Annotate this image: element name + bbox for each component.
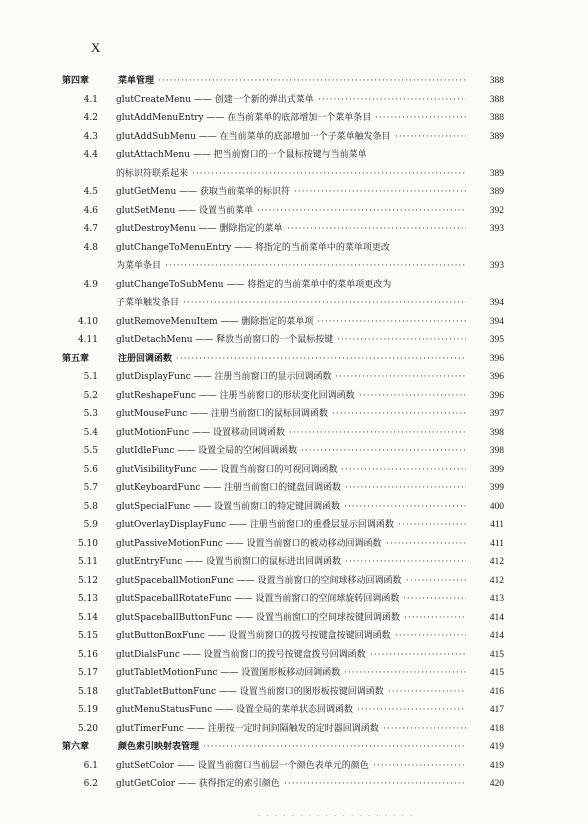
toc-entry-number: 5.18 (77, 687, 98, 697)
toc-leader-dots (370, 648, 466, 662)
toc-page-number: 396 (489, 391, 504, 401)
toc-entry-number: 5.11 (77, 557, 98, 567)
toc-entry-row[interactable] (0, 463, 588, 477)
toc-page-number: 400 (489, 502, 504, 512)
toc-leader-dots (284, 777, 466, 791)
toc-leader-dots (317, 315, 466, 329)
toc-entry-row[interactable] (0, 130, 588, 144)
toc-leader-dots (373, 759, 466, 773)
toc-entry-title: glutDestroyMenu —— 删除指定的菜单 (116, 224, 283, 234)
toc-leader-dots (165, 259, 466, 273)
toc-leader-dots (158, 74, 466, 88)
toc-page-number: 389 (489, 132, 504, 142)
toc-leader-dots (318, 93, 466, 107)
toc-entry-row[interactable] (0, 167, 588, 181)
toc-entry-row[interactable] (0, 611, 588, 625)
toc-entry-number: 4.4 (83, 150, 98, 160)
toc-leader-dots (345, 481, 466, 495)
toc-entry-row[interactable] (0, 148, 588, 162)
toc-leader-dots (341, 463, 466, 477)
toc-chapter-row[interactable] (0, 74, 588, 88)
toc-leader-dots (192, 167, 466, 181)
toc-leader-dots (332, 407, 466, 421)
toc-entry-title: glutAddMenuEntry —— 在当前菜单的底部增加一个菜单条目 (116, 113, 372, 123)
toc-page-number: 416 (489, 687, 504, 697)
toc-entry-title: glutSpaceballMotionFunc —— 设置当前窗口的空间球移动回调函数 (116, 576, 402, 586)
toc-page-number: 411 (490, 520, 504, 530)
toc-entry-number: 5.15 (77, 631, 98, 641)
toc-leader-dots (359, 389, 466, 403)
toc-entry-title: glutChangeToSubMenu —— 将指定的当前菜单中的菜单项更改为 (116, 280, 392, 290)
toc-entry-row[interactable] (0, 315, 588, 329)
toc-leader-dots (301, 444, 466, 458)
scan-artifact-dots (258, 812, 418, 820)
toc-leader-dots (294, 185, 466, 199)
toc-page-number: 395 (489, 335, 504, 345)
toc-entry-row[interactable] (0, 333, 588, 347)
toc-entry-number: 5.4 (83, 428, 98, 438)
toc-entry-row[interactable] (0, 574, 588, 588)
toc-entry-row[interactable] (0, 648, 588, 662)
toc-leader-dots (176, 352, 466, 366)
toc-entry-row[interactable] (0, 296, 588, 310)
toc-entry-number: 5.14 (77, 613, 98, 623)
toc-leader-dots (344, 666, 466, 680)
toc-entry-title: glutOverlayDisplayFunc —— 注册当前窗口的重叠层显示回调函数 (116, 520, 394, 530)
toc-entry-row[interactable] (0, 370, 588, 384)
toc-entry-title: glutTimerFunc —— 注册按一定时间间隔触发的定时器回调函数 (116, 724, 379, 734)
toc-page-number: 393 (489, 224, 504, 234)
toc-page-number: 394 (489, 298, 504, 308)
toc-entry-row[interactable] (0, 93, 588, 107)
toc-entry-row[interactable] (0, 185, 588, 199)
toc-page-number: 412 (489, 557, 504, 567)
toc-page-number: 397 (489, 409, 504, 419)
toc-page-number: 415 (489, 668, 504, 678)
toc-entry-title: glutAttachMenu —— 把当前窗口的一个鼠标按键与当前菜单 (116, 150, 367, 160)
toc-leader-dots (375, 111, 466, 125)
toc-page-number: 419 (489, 761, 504, 771)
toc-leader-dots (388, 685, 466, 699)
toc-entry-row[interactable] (0, 629, 588, 643)
toc-entry-row[interactable] (0, 241, 588, 255)
toc-entry-title: glutChangeToMenuEntry —— 将指定的当前菜单中的菜单项更改 (116, 243, 390, 253)
toc-entry-number: 4.5 (83, 187, 98, 197)
toc-entry-number: 4.3 (83, 132, 98, 142)
toc-entry-title: glutMenuStatusFunc —— 设置全局的菜单状态回调函数 (116, 705, 353, 715)
toc-entry-title: glutCreateMenu —— 创建一个新的弹出式菜单 (116, 95, 314, 105)
toc-entry-number: 5.9 (83, 520, 98, 530)
toc-page-number: 396 (489, 372, 504, 382)
toc-entry-row[interactable] (0, 259, 588, 273)
toc-entry-title: glutGetMenu —— 获取当前菜单的标识符 (116, 187, 291, 197)
toc-entry-number: 5.8 (83, 502, 98, 512)
toc-entry-title: glutEntryFunc —— 设置当前窗口的鼠标进出回调函数 (116, 557, 342, 567)
toc-leader-dots (337, 333, 466, 347)
toc-entry-number: 4.6 (83, 206, 98, 216)
toc-entry-title: 的标识符联系起来 (116, 169, 189, 179)
toc-entry-number: 4.7 (83, 224, 98, 234)
toc-entry-row[interactable] (0, 555, 588, 569)
toc-page-number: 412 (489, 576, 504, 586)
toc-leader-dots (395, 629, 466, 643)
toc-page-number: 414 (489, 613, 504, 623)
toc-page-number: 388 (489, 95, 504, 105)
toc-page-number: 392 (489, 206, 504, 216)
toc-entry-number: 4.1 (83, 95, 98, 105)
toc-page-number: 394 (489, 317, 504, 327)
toc-entry-number: 4.2 (83, 113, 98, 123)
toc-entry-row[interactable] (0, 685, 588, 699)
toc-leader-dots (335, 370, 466, 384)
toc-entry-number: 6.2 (83, 779, 98, 789)
toc-entry-row[interactable] (0, 703, 588, 717)
toc-page-number: 420 (489, 779, 504, 789)
toc-leader-dots (383, 722, 466, 736)
toc-entry-number: 第五章 (62, 354, 90, 364)
toc-page-number: 398 (489, 428, 504, 438)
toc-entry-title: glutAddSubMenu —— 在当前菜单的底部增加一个子菜单触发条目 (116, 132, 391, 142)
toc-entry-number: 5.1 (83, 372, 98, 382)
toc-entry-number: 5.12 (77, 576, 98, 586)
toc-leader-dots (203, 740, 466, 754)
toc-entry-number: 5.13 (77, 594, 98, 604)
toc-leader-dots (357, 703, 466, 717)
toc-entry-title: 菜单管理 (118, 76, 155, 86)
toc-entry-number: 第四章 (62, 76, 90, 86)
toc-entry-number: 第六章 (62, 742, 90, 752)
toc-chapter-row[interactable] (0, 352, 588, 366)
toc-page-number: 396 (489, 354, 504, 364)
toc-leader-dots (403, 592, 466, 606)
toc-entry-title: glutReshapeFunc —— 注册当前窗口的形状变化回调函数 (116, 391, 355, 401)
toc-entry-row[interactable] (0, 722, 588, 736)
toc-page-number: 417 (489, 705, 504, 715)
toc-entry-number: 4.8 (83, 243, 98, 253)
toc-entry-number: 5.10 (77, 539, 98, 549)
toc-leader-dots (287, 222, 466, 236)
toc-entry-number: 6.1 (83, 761, 98, 771)
toc-entry-title: glutTabletMotionFunc —— 设置图形板移动回调函数 (116, 668, 341, 678)
toc-entry-number: 5.5 (83, 446, 98, 456)
toc-entry-number: 5.20 (77, 724, 98, 734)
toc-entry-row[interactable] (0, 444, 588, 458)
toc-page-number: 388 (489, 113, 504, 123)
toc-entry-title: glutDisplayFunc —— 注册当前窗口的显示回调函数 (116, 372, 332, 382)
toc-entry-title: 子菜单触发条目 (116, 298, 180, 308)
toc-leader-dots (395, 130, 466, 144)
toc-entry-row[interactable] (0, 389, 588, 403)
toc-entry-number: 5.19 (77, 705, 98, 715)
toc-entry-number: 4.11 (77, 335, 98, 345)
toc-entry-title: glutPassiveMotionFunc —— 设置当前窗口的被动移动回调函数 (116, 539, 382, 549)
toc-entry-title: glutMotionFunc —— 设置移动回调函数 (116, 428, 285, 438)
toc-page-number: 414 (489, 631, 504, 641)
toc-page-number: 411 (490, 539, 504, 549)
toc-entry-number: 5.6 (83, 465, 98, 475)
toc-entry-title: glutTabletButtonFunc —— 设置当前窗口的图形板按键回调函数 (116, 687, 384, 697)
toc-entry-row[interactable] (0, 592, 588, 606)
toc-leader-dots (404, 611, 466, 625)
toc-leader-dots (257, 204, 466, 218)
toc-page-number: 389 (489, 187, 504, 197)
toc-leader-dots (183, 296, 466, 310)
toc-entry-row[interactable] (0, 481, 588, 495)
toc-entry-row[interactable] (0, 759, 588, 773)
toc-page-number: 398 (489, 446, 504, 456)
toc-entry-row[interactable] (0, 500, 588, 514)
toc-entry-title: glutKeyboardFunc —— 注册当前窗口的键盘回调函数 (116, 483, 342, 493)
toc-entry-title: 为菜单条目 (116, 261, 162, 271)
toc-leader-dots (398, 518, 466, 532)
toc-leader-dots (289, 426, 466, 440)
toc-entry-number: 4.9 (83, 280, 98, 290)
toc-entry-title: glutMouseFunc —— 注册当前窗口的鼠标回调函数 (116, 409, 329, 419)
toc-entry-number: 5.17 (77, 668, 98, 678)
toc-entry-row[interactable] (0, 537, 588, 551)
toc-entry-title: glutDialsFunc —— 设置当前窗口的拨号按键盒拨号回调函数 (116, 650, 366, 660)
toc-page-number: 389 (489, 169, 504, 179)
toc-leader-dots (386, 537, 466, 551)
toc-entry-title: 颜色索引映射表管理 (118, 742, 200, 752)
toc-leader-dots (406, 574, 466, 588)
toc-entry-row[interactable] (0, 777, 588, 791)
toc-chapter-row[interactable] (0, 740, 588, 754)
toc-entry-title: glutGetColor —— 获得指定的索引颜色 (116, 779, 280, 789)
toc-entry-row[interactable] (0, 222, 588, 236)
toc-entry-row[interactable] (0, 407, 588, 421)
toc-entry-title: glutDetachMenu —— 释放当前窗口的一个鼠标按键 (116, 335, 334, 345)
toc-page-number: 415 (489, 650, 504, 660)
toc-entry-row[interactable] (0, 204, 588, 218)
toc-entry-title: glutButtonBoxFunc —— 设置当前窗口的拨号按键盒按键回调函数 (116, 631, 391, 641)
toc-entry-title: glutRemoveMenuItem —— 删除指定的菜单项 (116, 317, 314, 327)
toc-leader-dots (345, 555, 466, 569)
toc-entry-title: glutSpaceballRotateFunc —— 设置当前窗口的空间球旋转回调函数 (116, 594, 400, 604)
toc-entry-number: 5.16 (77, 650, 98, 660)
toc-entry-number: 5.2 (83, 391, 98, 401)
toc-entry-title: glutVisibilityFunc —— 设置当前窗口的可视回调函数 (116, 465, 338, 475)
toc-page-number: 399 (489, 483, 504, 493)
toc-entry-row[interactable] (0, 426, 588, 440)
toc-entry-number: 5.7 (83, 483, 98, 493)
toc-entry-title: glutIdleFunc —— 设置全局的空闲回调函数 (116, 446, 298, 456)
toc-entry-row[interactable] (0, 111, 588, 125)
toc-leader-dots (344, 500, 466, 514)
toc-page-number: 393 (489, 261, 504, 271)
toc-page-number: 418 (489, 724, 504, 734)
toc-page-number: 399 (489, 465, 504, 475)
toc-entry-title: glutSpaceballButtonFunc —— 设置当前窗口的空间球按键回调函数 (116, 613, 401, 623)
toc-entry-number: 4.10 (77, 317, 98, 327)
toc-entry-title: glutSetMenu —— 设置当前菜单 (116, 206, 254, 216)
toc-page-number: 388 (489, 76, 504, 86)
toc-entry-number: 5.3 (83, 409, 98, 419)
toc-page-number: 419 (489, 742, 504, 752)
toc-entry-title: 注册回调函数 (118, 354, 173, 364)
toc-page-number: 413 (489, 594, 504, 604)
toc-entry-row[interactable] (0, 666, 588, 680)
toc-entry-title: glutSpecialFunc —— 设置当前窗口的特定键回调函数 (116, 502, 341, 512)
page-marker: X (91, 40, 101, 55)
toc-entry-title: glutSetColor —— 设置当前窗口当前层一个颜色表单元的颜色 (116, 761, 369, 771)
toc-entry-row[interactable] (0, 518, 588, 532)
toc-entry-row[interactable] (0, 278, 588, 292)
